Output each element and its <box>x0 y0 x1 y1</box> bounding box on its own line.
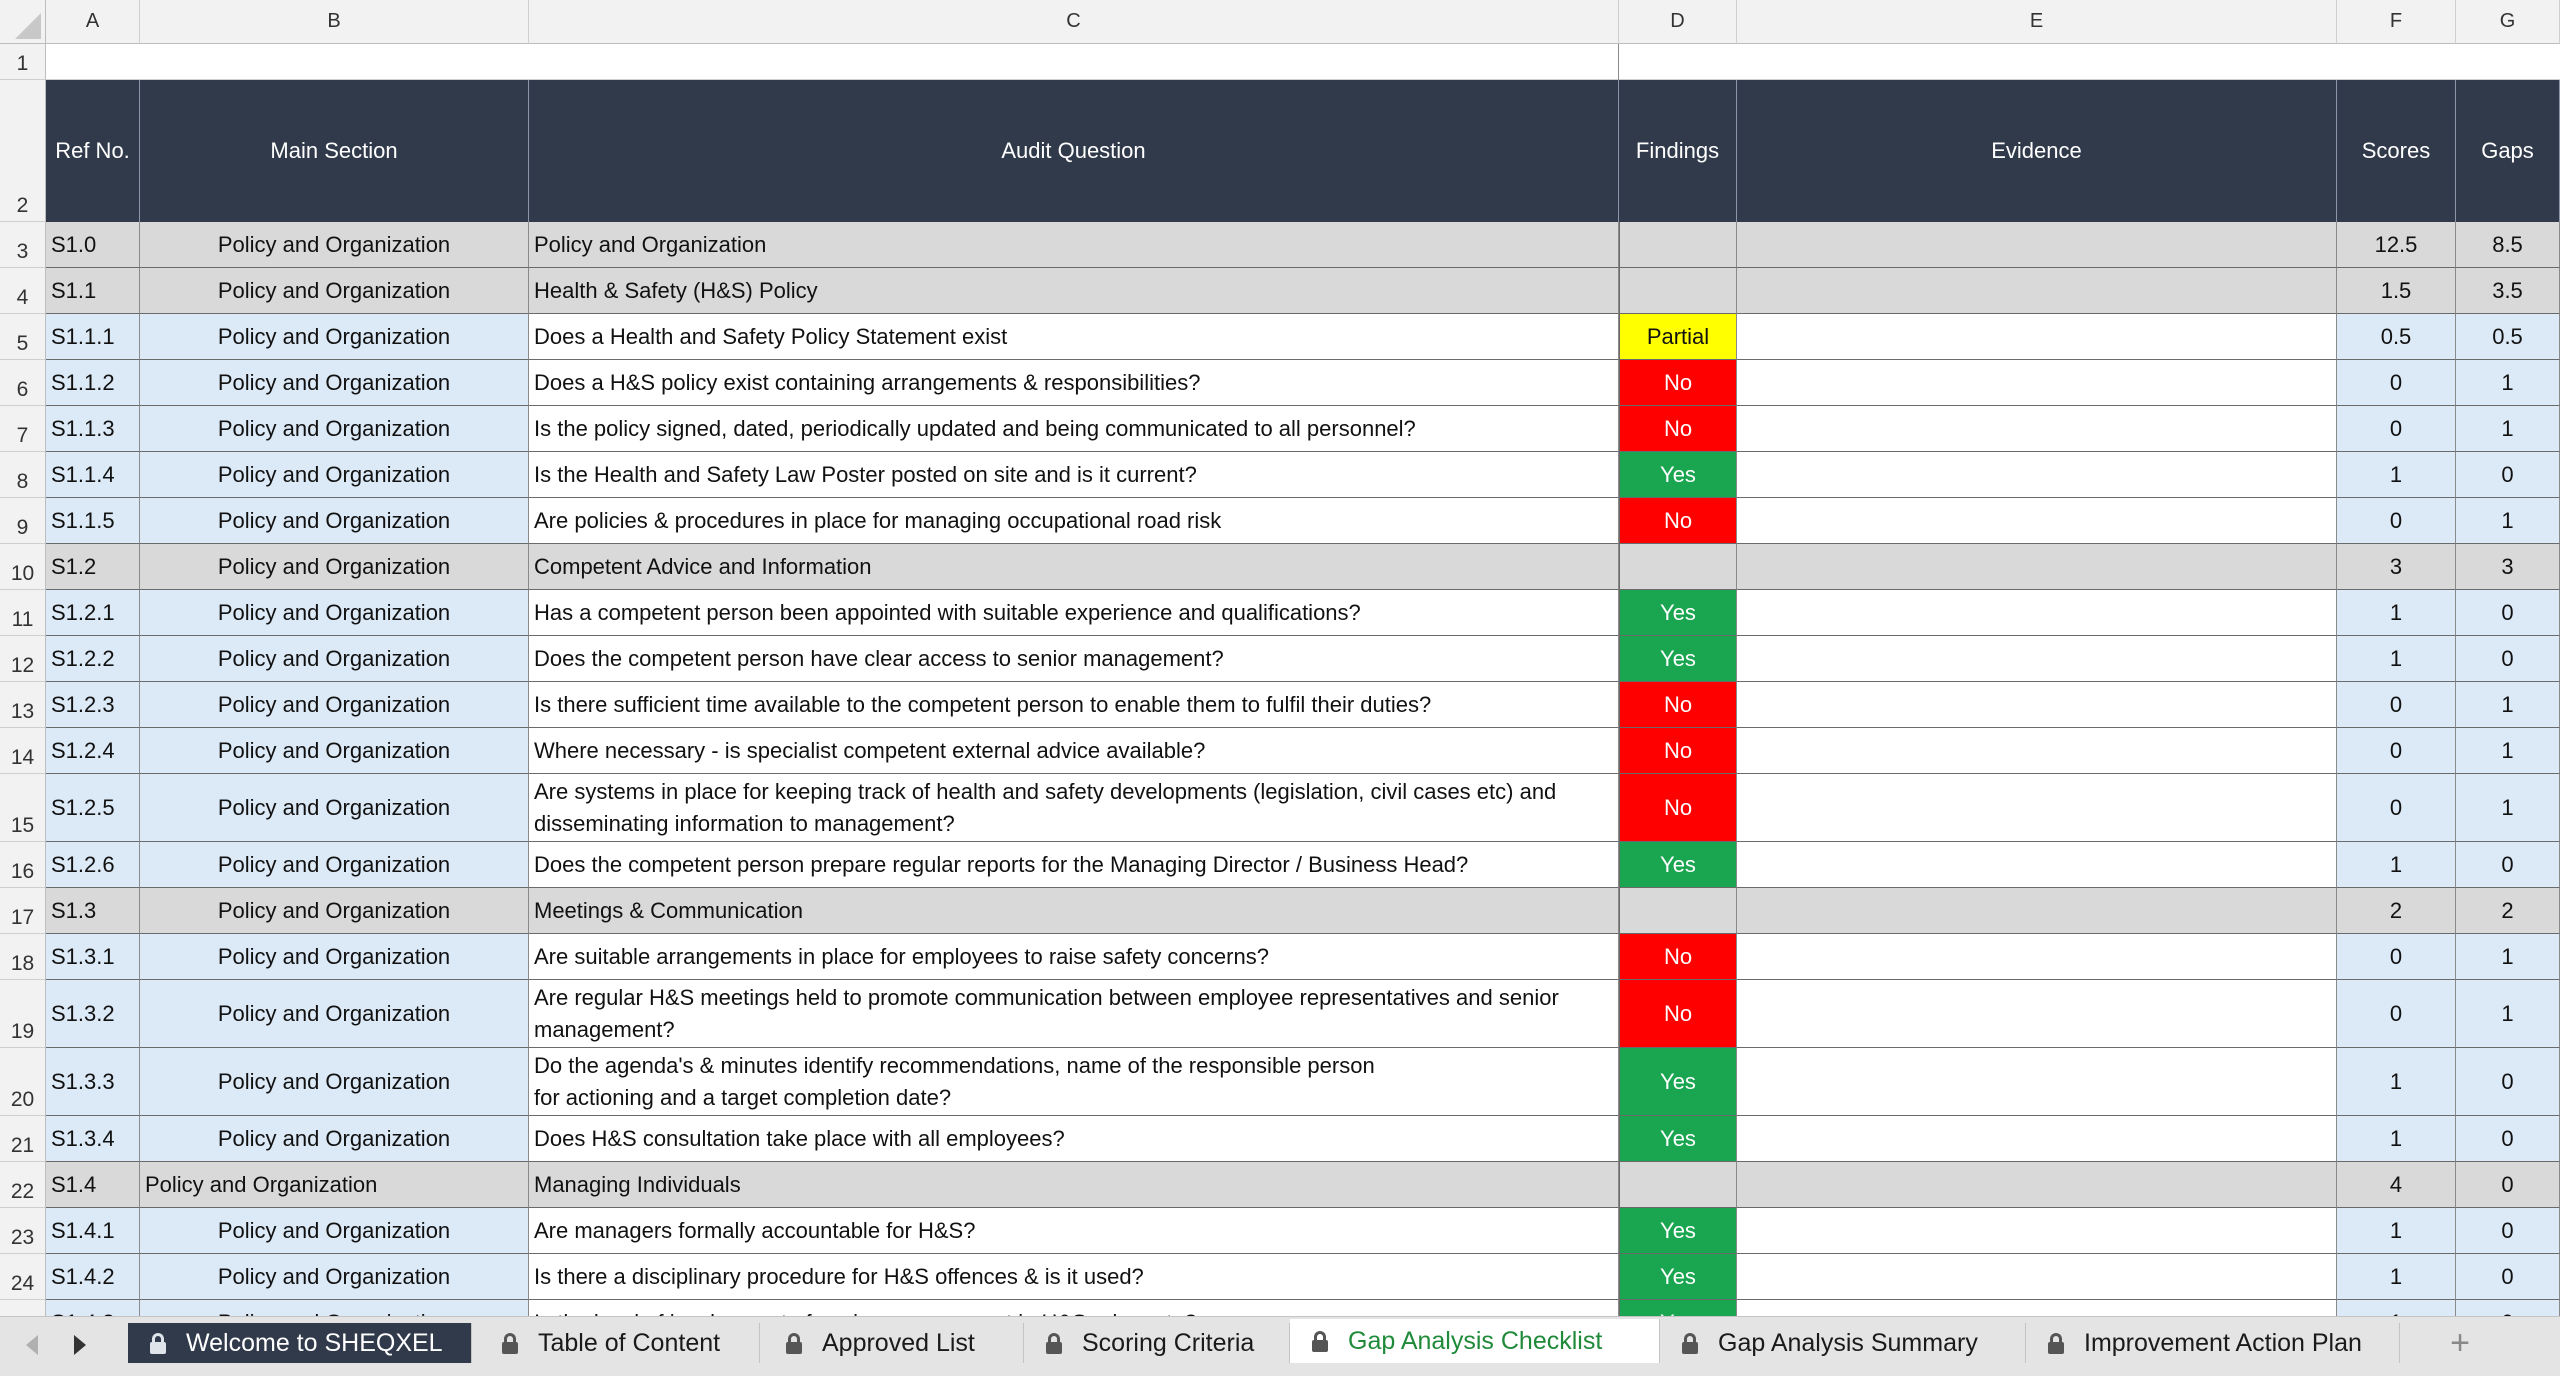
section-cell[interactable]: Policy and Organization <box>140 544 529 590</box>
gap-cell: 2 <box>2456 888 2560 934</box>
section-cell[interactable]: Policy and Organization <box>140 314 529 360</box>
section-cell[interactable]: Policy and Organization <box>140 934 529 980</box>
evidence-cell[interactable] <box>1737 1048 2337 1116</box>
finding-cell[interactable]: No <box>1619 498 1737 544</box>
row-header[interactable]: 12 <box>0 636 46 682</box>
section-cell[interactable]: Policy and Organization <box>140 222 529 268</box>
evidence-cell[interactable] <box>1737 980 2337 1048</box>
section-cell[interactable]: Policy and Organization <box>140 842 529 888</box>
gap-cell: 1 <box>2456 682 2560 728</box>
section-cell[interactable]: Policy and Organization <box>140 1208 529 1254</box>
row-header[interactable]: 15 <box>0 774 46 842</box>
sheet-tab-label: Approved List <box>822 1328 975 1357</box>
section-cell[interactable]: Policy and Organization <box>140 728 529 774</box>
finding-cell[interactable]: No <box>1619 682 1737 728</box>
evidence-cell[interactable] <box>1737 498 2337 544</box>
row-header[interactable]: 4 <box>0 268 46 314</box>
finding-cell[interactable]: Yes <box>1619 1116 1737 1162</box>
audit-question-cell[interactable]: Does a Health and Safety Policy Statement exist <box>529 314 1619 360</box>
audit-question-cell[interactable]: Does the competent person prepare regular reports for the Managing Director / Business Head? <box>529 842 1619 888</box>
gap-cell: 1 <box>2456 774 2560 842</box>
sheet-tab-gap-analysis-checklist[interactable] <box>1290 1319 1660 1363</box>
row-header[interactable]: 2 <box>0 80 46 222</box>
lock-icon <box>502 1333 518 1353</box>
section-cell[interactable]: Policy and Organization <box>140 590 529 636</box>
row-header[interactable]: 21 <box>0 1116 46 1162</box>
score-cell: 12.5 <box>2337 222 2456 268</box>
gap-cell: 0 <box>2456 1116 2560 1162</box>
audit-question-cell[interactable]: Meetings & Communication <box>529 888 1619 934</box>
lock-icon <box>2048 1333 2064 1353</box>
row-header[interactable]: 10 <box>0 544 46 590</box>
evidence-cell[interactable] <box>1737 1162 2337 1208</box>
audit-question-cell[interactable]: Managing Individuals <box>529 1162 1619 1208</box>
lock-icon <box>1682 1333 1698 1353</box>
finding-cell[interactable]: Partial <box>1619 314 1737 360</box>
column-header-d[interactable]: D <box>1619 0 1737 44</box>
section-cell[interactable]: Policy and Organization <box>140 980 529 1048</box>
ref-cell[interactable]: S1.2.6 <box>46 842 140 888</box>
row-header[interactable]: 23 <box>0 1208 46 1254</box>
header-main-section: Main Section <box>140 80 529 222</box>
sheet-tab-approved-list[interactable] <box>764 1323 1024 1363</box>
score-cell: 1 <box>2337 590 2456 636</box>
sheet-tab-label: Gap Analysis Checklist <box>1348 1326 1603 1355</box>
sheet-tab-label: Scoring Criteria <box>1082 1328 1255 1357</box>
score-cell: 0 <box>2337 934 2456 980</box>
audit-question-cell[interactable]: Does H&S consultation take place with all employees? <box>529 1116 1619 1162</box>
ref-cell[interactable]: S1.2.5 <box>46 774 140 842</box>
section-cell[interactable]: Policy and Organization <box>140 452 529 498</box>
ref-cell[interactable]: S1.2.3 <box>46 682 140 728</box>
audit-question-cell[interactable]: Is the Health and Safety Law Poster posted on site and is it current? <box>529 452 1619 498</box>
gap-cell: 0 <box>2456 842 2560 888</box>
audit-question-cell[interactable]: Are managers formally accountable for H&S? <box>529 1208 1619 1254</box>
evidence-cell[interactable] <box>1737 360 2337 406</box>
ref-cell[interactable]: S1.3.1 <box>46 934 140 980</box>
header-audit-question: Audit Question <box>529 80 1619 222</box>
evidence-cell[interactable] <box>1737 314 2337 360</box>
gap-cell: 0 <box>2456 636 2560 682</box>
sheet-tab-label: Table of Content <box>538 1328 721 1357</box>
evidence-cell[interactable] <box>1737 222 2337 268</box>
section-cell[interactable]: Policy and Organization <box>140 1254 529 1300</box>
score-cell: 2 <box>2337 888 2456 934</box>
row-header[interactable]: 16 <box>0 842 46 888</box>
gap-cell: 1 <box>2456 934 2560 980</box>
ref-cell[interactable]: S1.1.3 <box>46 406 140 452</box>
audit-question-cell[interactable]: Do the agenda's & minutes identify recommendations, name of the responsible person for actioning and a target completion date? <box>529 1048 1619 1116</box>
ref-cell[interactable]: S1.2.2 <box>46 636 140 682</box>
header-findings: Findings <box>1619 80 1737 222</box>
gap-cell: 3.5 <box>2456 268 2560 314</box>
section-cell[interactable]: Policy and Organization <box>140 406 529 452</box>
finding-cell[interactable]: Yes <box>1619 590 1737 636</box>
lock-icon <box>1312 1331 1328 1351</box>
ref-cell[interactable]: S1.4.2 <box>46 1254 140 1300</box>
row-header[interactable]: 8 <box>0 452 46 498</box>
add-sheet-button[interactable]: + <box>2450 1323 2470 1362</box>
select-all-corner[interactable] <box>0 0 46 44</box>
row-header[interactable]: 6 <box>0 360 46 406</box>
evidence-cell[interactable] <box>1737 268 2337 314</box>
section-cell[interactable]: Policy and Organization <box>140 774 529 842</box>
finding-cell[interactable] <box>1619 888 1737 934</box>
ref-cell[interactable]: S1.3.4 <box>46 1116 140 1162</box>
finding-cell[interactable]: No <box>1619 774 1737 842</box>
evidence-cell[interactable] <box>1737 406 2337 452</box>
header-scores: Scores <box>2337 80 2456 222</box>
score-cell: 1.5 <box>2337 268 2456 314</box>
ref-cell[interactable]: S1.1 <box>46 268 140 314</box>
score-cell: 1 <box>2337 1116 2456 1162</box>
row-header[interactable]: 11 <box>0 590 46 636</box>
score-cell: 1 <box>2337 842 2456 888</box>
finding-cell[interactable]: No <box>1619 934 1737 980</box>
finding-cell[interactable]: No <box>1619 406 1737 452</box>
finding-cell[interactable]: Yes <box>1619 636 1737 682</box>
lock-icon <box>786 1333 802 1353</box>
column-header-c[interactable]: C <box>529 0 1619 44</box>
audit-question-cell[interactable]: Is there a disciplinary procedure for H&S offences & is it used? <box>529 1254 1619 1300</box>
score-cell: 1 <box>2337 1048 2456 1116</box>
score-cell: 1 <box>2337 1208 2456 1254</box>
row-header[interactable]: 14 <box>0 728 46 774</box>
section-cell[interactable]: Policy and Organization <box>140 498 529 544</box>
score-cell: 0.5 <box>2337 314 2456 360</box>
header-gaps: Gaps <box>2456 80 2560 222</box>
evidence-cell[interactable] <box>1737 774 2337 842</box>
score-cell: 0 <box>2337 498 2456 544</box>
audit-question-cell[interactable]: Does the competent person have clear access to senior management? <box>529 636 1619 682</box>
audit-question-cell[interactable]: Policy and Organization <box>529 222 1619 268</box>
sheet-tab-improvement-action-plan[interactable] <box>2026 1323 2400 1363</box>
ref-cell[interactable]: S1.3 <box>46 888 140 934</box>
audit-question-cell[interactable]: Are systems in place for keeping track of health and safety developments (legislation, civil cases etc) and disseminating information to management? <box>529 774 1619 842</box>
gap-cell: 1 <box>2456 406 2560 452</box>
finding-cell[interactable] <box>1619 268 1737 314</box>
section-cell[interactable]: Policy and Organization <box>140 1048 529 1116</box>
finding-cell[interactable]: No <box>1619 728 1737 774</box>
column-header-f[interactable]: F <box>2337 0 2456 44</box>
sheet-tab-table-of-content[interactable] <box>480 1323 760 1363</box>
section-cell[interactable]: Policy and Organization <box>140 1116 529 1162</box>
ref-cell[interactable]: S1.2.4 <box>46 728 140 774</box>
row-header[interactable]: 19 <box>0 980 46 1048</box>
ref-cell[interactable]: S1.1.1 <box>46 314 140 360</box>
ref-cell[interactable]: S1.2.1 <box>46 590 140 636</box>
ref-cell[interactable]: S1.4 <box>46 1162 140 1208</box>
score-cell: 3 <box>2337 544 2456 590</box>
audit-question-cell[interactable]: Are suitable arrangements in place for employees to raise safety concerns? <box>529 934 1619 980</box>
evidence-cell[interactable] <box>1737 452 2337 498</box>
gap-cell: 8.5 <box>2456 222 2560 268</box>
section-cell[interactable]: Policy and Organization <box>140 360 529 406</box>
lock-icon <box>150 1333 166 1353</box>
sheet-tab-gap-analysis-summary[interactable] <box>1660 1323 2026 1363</box>
row-header[interactable]: 9 <box>0 498 46 544</box>
section-cell[interactable]: Policy and Organization <box>140 636 529 682</box>
evidence-cell[interactable] <box>1737 888 2337 934</box>
finding-cell[interactable]: Yes <box>1619 1208 1737 1254</box>
row-header[interactable]: 1 <box>0 44 46 80</box>
empty-row-1 <box>46 44 2560 80</box>
audit-question-cell[interactable]: Is there sufficient time available to the competent person to enable them to fulfil their duties? <box>529 682 1619 728</box>
row-header[interactable]: 5 <box>0 314 46 360</box>
row-header[interactable]: 17 <box>0 888 46 934</box>
evidence-cell[interactable] <box>1737 1254 2337 1300</box>
evidence-cell[interactable] <box>1737 934 2337 980</box>
evidence-cell[interactable] <box>1737 590 2337 636</box>
section-cell[interactable]: Policy and Organization <box>140 682 529 728</box>
section-cell[interactable]: Policy and Organization <box>140 1162 529 1208</box>
score-cell: 0 <box>2337 728 2456 774</box>
finding-cell[interactable]: Yes <box>1619 1048 1737 1116</box>
section-cell[interactable]: Policy and Organization <box>140 888 529 934</box>
evidence-cell[interactable] <box>1737 636 2337 682</box>
sheet-tab-label: Gap Analysis Summary <box>1718 1328 1978 1357</box>
evidence-cell[interactable] <box>1737 1116 2337 1162</box>
row-header[interactable]: 20 <box>0 1048 46 1116</box>
column-header-b[interactable]: B <box>140 0 529 44</box>
evidence-cell[interactable] <box>1737 1208 2337 1254</box>
audit-question-cell[interactable]: Competent Advice and Information <box>529 544 1619 590</box>
sheet-tab-label: Welcome to SHEQXEL <box>186 1328 443 1357</box>
sheet-tab-label: Improvement Action Plan <box>2084 1328 2362 1357</box>
finding-cell[interactable] <box>1619 544 1737 590</box>
score-cell: 1 <box>2337 636 2456 682</box>
row-header[interactable]: 24 <box>0 1254 46 1300</box>
gap-cell: 1 <box>2456 980 2560 1048</box>
gap-cell: 0 <box>2456 1254 2560 1300</box>
evidence-cell[interactable] <box>1737 842 2337 888</box>
finding-cell[interactable] <box>1619 1162 1737 1208</box>
score-cell: 1 <box>2337 452 2456 498</box>
audit-question-cell[interactable]: Is the policy signed, dated, periodically updated and being communicated to all personnel? <box>529 406 1619 452</box>
score-cell: 0 <box>2337 980 2456 1048</box>
row-header[interactable]: 13 <box>0 682 46 728</box>
audit-question-cell[interactable]: Are regular H&S meetings held to promote communication between employee representatives and senior management? <box>529 980 1619 1048</box>
audit-question-cell[interactable]: Are policies & procedures in place for managing occupational road risk <box>529 498 1619 544</box>
row-header[interactable]: 3 <box>0 222 46 268</box>
finding-cell[interactable]: Yes <box>1619 1254 1737 1300</box>
column-header-a[interactable]: A <box>46 0 140 44</box>
ref-cell[interactable]: S1.3.2 <box>46 980 140 1048</box>
evidence-cell[interactable] <box>1737 728 2337 774</box>
audit-question-cell[interactable]: Does a H&S policy exist containing arrangements & responsibilities? <box>529 360 1619 406</box>
ref-cell[interactable]: S1.4.1 <box>46 1208 140 1254</box>
gap-cell: 0 <box>2456 590 2560 636</box>
section-cell[interactable]: Policy and Organization <box>140 268 529 314</box>
column-header-g[interactable]: G <box>2456 0 2560 44</box>
finding-cell[interactable] <box>1619 222 1737 268</box>
sheet-tab-scoring-criteria[interactable] <box>1024 1323 1290 1363</box>
ref-cell[interactable]: S1.1.2 <box>46 360 140 406</box>
gap-cell: 1 <box>2456 360 2560 406</box>
finding-cell[interactable]: Yes <box>1619 452 1737 498</box>
finding-cell[interactable]: No <box>1619 360 1737 406</box>
score-cell: 1 <box>2337 1254 2456 1300</box>
sheet-tab-welcome-to-sheqxel[interactable] <box>128 1323 472 1363</box>
gap-cell: 1 <box>2456 498 2560 544</box>
row-header[interactable]: 7 <box>0 406 46 452</box>
header-evidence: Evidence <box>1737 80 2337 222</box>
row1-divider <box>1618 44 1619 80</box>
ref-cell[interactable]: S1.1.5 <box>46 498 140 544</box>
audit-question-cell[interactable]: Has a competent person been appointed with suitable experience and qualifications? <box>529 590 1619 636</box>
gap-cell: 1 <box>2456 728 2560 774</box>
score-cell: 0 <box>2337 360 2456 406</box>
ref-cell[interactable]: S1.1.4 <box>46 452 140 498</box>
scroll-tabs-left-icon[interactable] <box>26 1335 38 1355</box>
score-cell: 0 <box>2337 406 2456 452</box>
ref-cell[interactable]: S1.0 <box>46 222 140 268</box>
row-header[interactable]: 22 <box>0 1162 46 1208</box>
score-cell: 4 <box>2337 1162 2456 1208</box>
row-header[interactable]: 18 <box>0 934 46 980</box>
ref-cell[interactable]: S1.3.3 <box>46 1048 140 1116</box>
audit-question-cell[interactable]: Where necessary - is specialist competent external advice available? <box>529 728 1619 774</box>
evidence-cell[interactable] <box>1737 682 2337 728</box>
evidence-cell[interactable] <box>1737 544 2337 590</box>
audit-question-cell[interactable]: Health & Safety (H&S) Policy <box>529 268 1619 314</box>
ref-cell[interactable]: S1.2 <box>46 544 140 590</box>
finding-cell[interactable]: No <box>1619 980 1737 1048</box>
score-cell: 0 <box>2337 774 2456 842</box>
lock-icon <box>1046 1333 1062 1353</box>
gap-cell: 0 <box>2456 452 2560 498</box>
gap-cell: 0.5 <box>2456 314 2560 360</box>
header-ref-no: Ref No. <box>46 80 140 222</box>
sheet-tab-bar <box>0 1316 2560 1376</box>
finding-cell[interactable]: Yes <box>1619 842 1737 888</box>
scroll-tabs-right-icon[interactable] <box>74 1335 86 1355</box>
gap-cell: 0 <box>2456 1208 2560 1254</box>
column-header-e[interactable]: E <box>1737 0 2337 44</box>
score-cell: 0 <box>2337 682 2456 728</box>
gap-cell: 3 <box>2456 544 2560 590</box>
gap-cell: 0 <box>2456 1162 2560 1208</box>
gap-cell: 0 <box>2456 1048 2560 1116</box>
